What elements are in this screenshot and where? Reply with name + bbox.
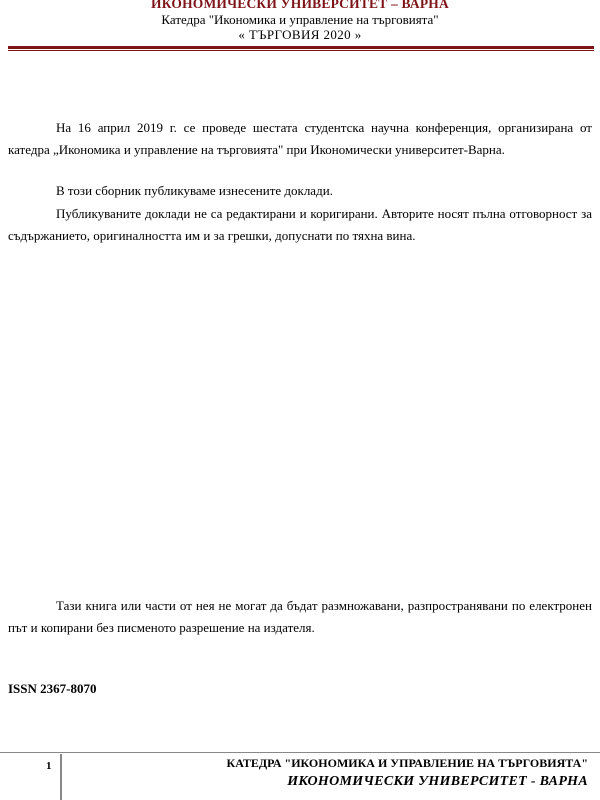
- disclaimer-paragraph: Публикуваните доклади не са редактирани и коригирани. Авторите носят пълна отговорност за съдържанието, оригиналността им и за грешки, допуснати по тяхна вина.: [8, 206, 592, 243]
- header-university: ИКОНОМИЧЕСКИ УНИВЕРСИТЕТ – ВАРНА: [151, 0, 449, 11]
- collection-paragraph: В този сборник публикуваме изнесените доклади.: [56, 183, 333, 198]
- intro-paragraph: На 16 април 2019 г. се проведе шестата студентска научна конференция, организирана от катедра „Икономика и управление на търговията" при Икономически университет-Варна.: [8, 120, 592, 157]
- header-department: Катедра "Икономика и управление на търговията": [161, 12, 439, 27]
- footer-department: КАТЕДРА "ИКОНОМИКА И УПРАВЛЕНИЕ НА ТЪРГОВИЯТА": [226, 756, 588, 770]
- header-title: « ТЪРГОВИЯ 2020 »: [238, 27, 362, 42]
- footer-university: ИКОНОМИЧЕСКИ УНИВЕРСИТЕТ - ВАРНА: [287, 774, 588, 789]
- page-number: 1: [46, 760, 52, 772]
- footer-divider: [0, 752, 600, 753]
- copyright-paragraph: Тази книга или части от нея не могат да бъдат размножавани, разпространявани по електронен път и копирани без писменото разрешение на издателя.: [8, 598, 592, 635]
- header-divider-thin: [8, 50, 594, 51]
- header-divider: [8, 46, 594, 49]
- footer-vertical-divider: [60, 754, 62, 800]
- issn-number: ISSN 2367-8070: [8, 681, 97, 696]
